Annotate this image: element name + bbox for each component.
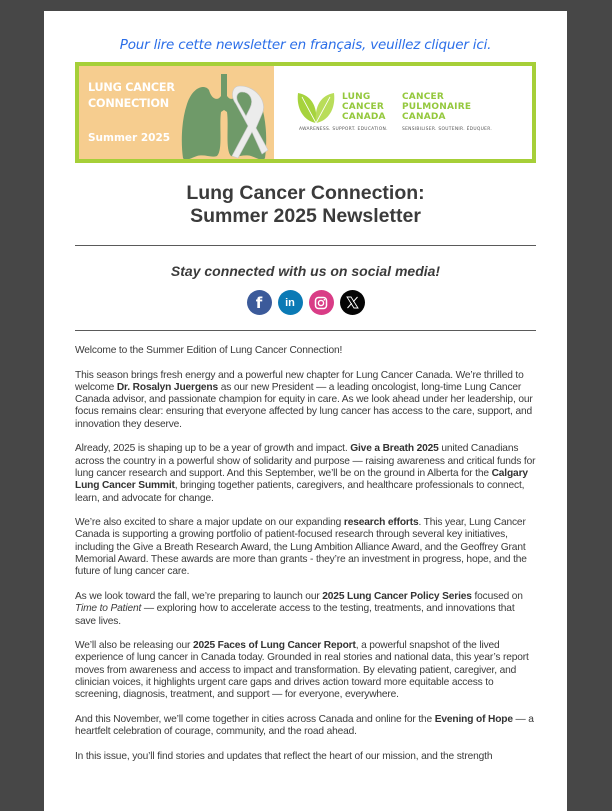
newsletter-page: [44, 11, 567, 811]
banner-title: [88, 80, 175, 112]
text: — a heartfelt celebration of courage, community, and the road ahead.: [75, 713, 534, 738]
newsletter-title: [75, 182, 536, 228]
text: — exploring how to accelerate access to the testing, treatments, and innovations that save lives.: [75, 603, 515, 627]
text: This season brings fresh energy and a powerful new chapter for Lung Cancer Canada. We’re thrilled to welcome: [75, 369, 524, 393]
text: focused on: [471, 590, 523, 602]
event-give-a-breath: Give a Breath 2025: [350, 443, 439, 455]
facebook-link[interactable]: [247, 290, 272, 315]
text: Already, 2025 is shaping up to be a year of growth and impact.: [75, 443, 351, 455]
logo-french-name: [402, 92, 471, 122]
text: We’ll also be releasing our: [75, 640, 193, 652]
paragraph-new-president: [75, 370, 536, 431]
text: And this November, we’ll come together in cities across Canada and online for the: [75, 713, 435, 725]
text: We’re also excited to share a major update on our expanding: [75, 517, 344, 529]
research-efforts: research efforts: [343, 517, 419, 529]
banner-title-line: LUNG CANCER: [88, 81, 175, 94]
text: . This year, Lung Cancer Canada is supporting a growing portfolio of patient-focused research through several key initiatives, including the Give a Breath Research Award, the Lung Ambition Alliance Award, and the Geoffrey Grant Memorial Award. These awards are more than grants - they’re an investment in progress, hope, and the future of lung cancer care.: [75, 517, 527, 578]
paragraph-policy-series: [75, 591, 536, 628]
x-twitter-link[interactable]: [340, 290, 365, 315]
text: , bringing together patients, caregivers, and healthcare professionals to connect, learn, and advocate for change.: [75, 480, 525, 504]
text: as our new President — a leading oncologist, long-time Lung Cancer Canada advisor, and passionate champion for equity in care. As we look ahead under her leadership, our focus remains clear: ensuring that everyone affected by lung cancer has access to the care, support, and innovation they deserve.: [75, 381, 533, 430]
divider: [75, 245, 536, 246]
paragraph-evening-of-hope: [75, 714, 536, 739]
newsletter-body: [75, 345, 536, 763]
tagline-english: AWARENESS. SUPPORT. EDUCATION.: [299, 127, 388, 132]
evening-of-hope: Evening of Hope: [434, 713, 513, 725]
paragraph-in-this-issue: In this issue, you’ll find stories and updates that reflect the heart of our mission, and the strength: [75, 750, 493, 762]
event-calgary-summit: Calgary Lung Cancer Summit: [75, 467, 528, 492]
faces-report: 2025 Faces of Lung Cancer Report: [192, 640, 356, 652]
newsletter-banner[interactable]: [75, 62, 536, 163]
logo-line: PULMONAIRE: [402, 102, 472, 112]
social-links: [75, 290, 536, 315]
title-line: Summer 2025 Newsletter: [190, 205, 421, 227]
instagram-link[interactable]: [309, 290, 334, 315]
time-to-patient: Time to Patient: [75, 603, 142, 615]
facebook-icon: f: [255, 293, 263, 312]
paragraph-faces-report: [75, 640, 536, 701]
logo-english-name: [342, 92, 386, 122]
text: , a powerful snapshot of the lived experience of lung cancer in Canada today. Grounded in real stories and national data, this year’s report moves from awareness and access to impact and transformation. By elevating patient, caregiver, and clinician voices, it highlights urgent care gaps and drives action toward more equitable access to screening, diagnosis, treatment, and support — for everyone, everywhere.: [75, 640, 529, 701]
banner-image: [79, 66, 274, 159]
social-heading: Stay connected with us on social media!: [170, 263, 441, 279]
linkedin-link[interactable]: [278, 290, 303, 315]
instagram-icon: [314, 296, 328, 310]
newsletter-content: [75, 11, 536, 775]
text: As we look toward the fall, we’re preparing to launch our: [75, 590, 323, 602]
text: united Canadians across the country in a powerful show of solidarity and purpose — raising awareness and critical funds for lung cancer research and support. And this September, we’ll be on the ground in Alberta for the: [75, 443, 536, 479]
logo-line: CANADA: [402, 112, 446, 122]
leaf-logo-icon: [296, 91, 336, 125]
french-version-link[interactable]: Pour lire cette newsletter en français, veuillez cliquer ici.: [119, 37, 492, 53]
x-icon: [346, 296, 359, 309]
divider: [75, 330, 536, 331]
banner-season: Summer 2025: [88, 132, 171, 144]
paragraph-research: [75, 517, 536, 578]
policy-series: 2025 Lung Cancer Policy Series: [322, 590, 472, 602]
title-line: Lung Cancer Connection:: [186, 182, 425, 204]
banner-title-line: CONNECTION: [88, 97, 169, 110]
logo-line: CANCER: [402, 92, 444, 102]
paragraph-welcome: Welcome to the Summer Edition of Lung Cancer Connection!: [75, 345, 343, 356]
tagline-french: SENSIBILISER. SOUTENIR. ÉDUQUER.: [402, 127, 493, 132]
logo-line: LUNG: [342, 92, 371, 102]
lungs-ribbon-icon: [174, 72, 274, 159]
logo-line: CANADA: [342, 112, 386, 122]
lung-cancer-canada-logo: [274, 66, 532, 159]
logo-line: CANCER: [342, 102, 384, 112]
president-name: Dr. Rosalyn Juergens: [116, 381, 219, 393]
linkedin-icon: in: [285, 296, 295, 309]
paragraph-events: [75, 443, 536, 504]
